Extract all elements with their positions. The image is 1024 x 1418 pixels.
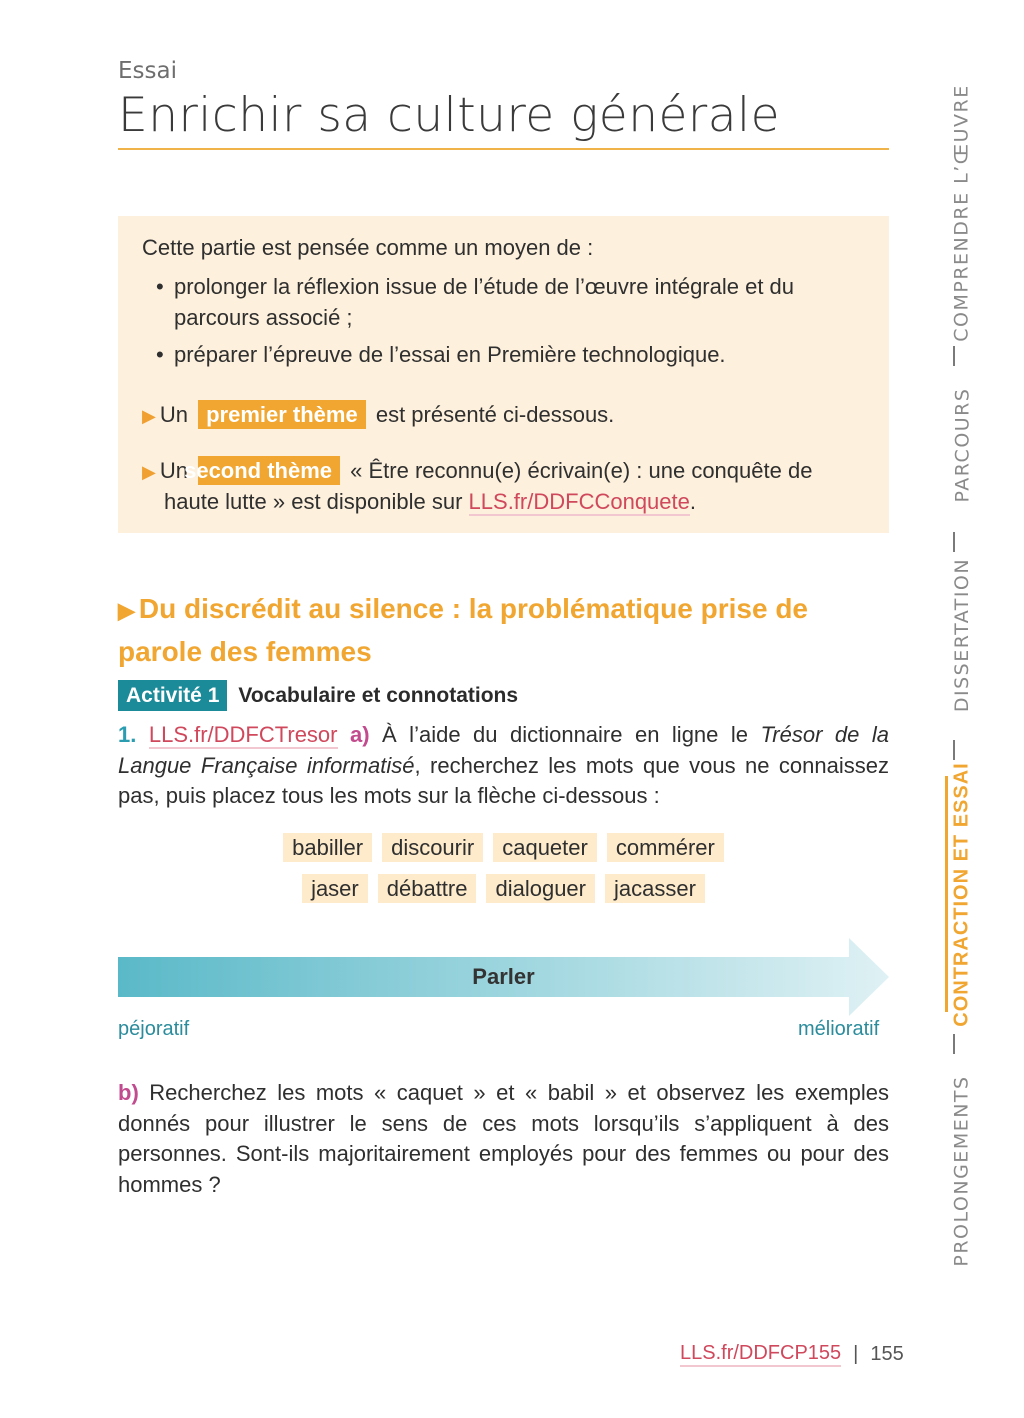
sidebar-item-parcours[interactable] — [932, 380, 992, 510]
scale-label: Parler — [472, 964, 535, 989]
page-number: 155 — [870, 1343, 904, 1365]
sidebar-divider — [953, 1034, 955, 1054]
triangle-arrow-icon: ▶ — [118, 598, 135, 623]
scale-right-label: mélioratif — [798, 1018, 880, 1040]
word-chip: dialoguer — [486, 874, 595, 903]
word-row-1 — [118, 833, 889, 862]
bullet-item: • préparer l’épreuve de l’essai en Première technologique. — [156, 339, 876, 370]
word-chip: jacasser — [605, 874, 705, 903]
title-underline — [118, 148, 889, 150]
conquete-link[interactable]: LLS.fr/DDFCConquete — [468, 489, 690, 514]
word-chip: jaser — [302, 874, 368, 903]
word-row-2 — [118, 874, 889, 903]
section-kicker: Essai — [118, 58, 177, 84]
word-chip: commérer — [607, 833, 724, 862]
sidebar-item-comprendre[interactable] — [932, 80, 992, 346]
triangle-arrow-icon: ▶ — [142, 406, 156, 426]
theme-line-1 — [142, 400, 872, 431]
bullet-item: • prolonger la réflexion issue de l’étude de l’œuvre intégrale et du parcours associé ; — [156, 271, 876, 333]
page-title: Enrichir sa culture générale — [118, 88, 781, 143]
line-prefix: Un — [159, 402, 188, 427]
sidebar-divider — [953, 346, 955, 366]
theme-tag: second thème — [198, 456, 340, 485]
footer-separator: | — [853, 1343, 859, 1365]
question-b-text: Recherchez les mots « caquet » et « babil » et observez les exemples donnés pour illustrer le sens de ces mots lorsqu’ils s’appliquent à des personnes. Sont-ils majoritairement employés pour des femmes ou pour des hommes ? — [118, 1080, 889, 1197]
page-footer — [680, 1342, 904, 1367]
question-b — [118, 1078, 889, 1200]
sidebar-item-contraction[interactable] — [932, 761, 992, 1027]
triangle-arrow-icon: ▶ — [142, 462, 156, 482]
sidebar-item-dissertation[interactable] — [932, 554, 992, 716]
line-prefix: Un — [159, 458, 188, 483]
word-chip: caqueter — [493, 833, 597, 862]
chapter-sidebar — [932, 80, 992, 1270]
word-chip: débattre — [378, 874, 477, 903]
section-heading — [118, 588, 858, 672]
line-text: est présenté ci-dessous. — [375, 402, 615, 427]
sidebar-divider — [953, 532, 955, 552]
activity-badge: Activité 1 — [118, 680, 227, 711]
dictionary-title: Trésor de la Langue Française informatisé — [118, 722, 889, 778]
sidebar-divider — [953, 740, 955, 760]
question-text-end: , recherchez les mots que vous ne connaissez pas, puis placez tous les mots sur la flèche ci-dessous : — [118, 752, 889, 808]
activity-title: Vocabulaire et connotations — [238, 683, 519, 707]
sidebar-item-label: DISSERTATION — [951, 557, 973, 713]
sidebar-item-label: PARCOURS — [951, 387, 974, 503]
intro-bullets — [156, 271, 876, 376]
scale-left-label: péjoratif — [118, 1018, 190, 1040]
theme-line-2 — [142, 456, 872, 517]
sidebar-item-prolongements[interactable] — [932, 1072, 992, 1270]
intro-box — [118, 216, 889, 533]
sidebar-item-label: CONTRACTION ET ESSAI — [950, 761, 973, 1027]
word-chip: discourir — [382, 833, 483, 862]
tresor-link[interactable]: LLS.fr/DDFCTresor — [148, 722, 338, 747]
question-number: 1. — [118, 722, 137, 747]
page-link[interactable]: LLS.fr/DDFCP155 — [680, 1342, 841, 1367]
question-letter: b) — [118, 1080, 139, 1105]
question-1 — [118, 720, 889, 812]
activity-header — [118, 680, 518, 711]
intro-text: Cette partie est pensée comme un moyen de : — [142, 235, 594, 260]
section-heading-text: Du discrédit au silence : la problématique prise de parole des femmes — [118, 593, 808, 667]
word-chip: babiller — [283, 833, 372, 862]
sidebar-item-label: COMPRENDRE L’ŒUVRE — [951, 84, 973, 342]
line-text: « Être reconnu(e) écrivain(e) : une conquête de haute lutte » est disponible sur — [164, 458, 813, 514]
sidebar-item-label: PROLONGEMENTS — [951, 1075, 974, 1267]
line-end: . — [689, 489, 696, 514]
sidebar-active-indicator — [945, 776, 948, 1012]
connotation-arrow — [118, 938, 889, 1016]
question-text: À l’aide du dictionnaire en ligne le — [382, 722, 749, 747]
theme-tag: premier thème — [198, 400, 366, 429]
question-letter: a) — [349, 722, 370, 747]
